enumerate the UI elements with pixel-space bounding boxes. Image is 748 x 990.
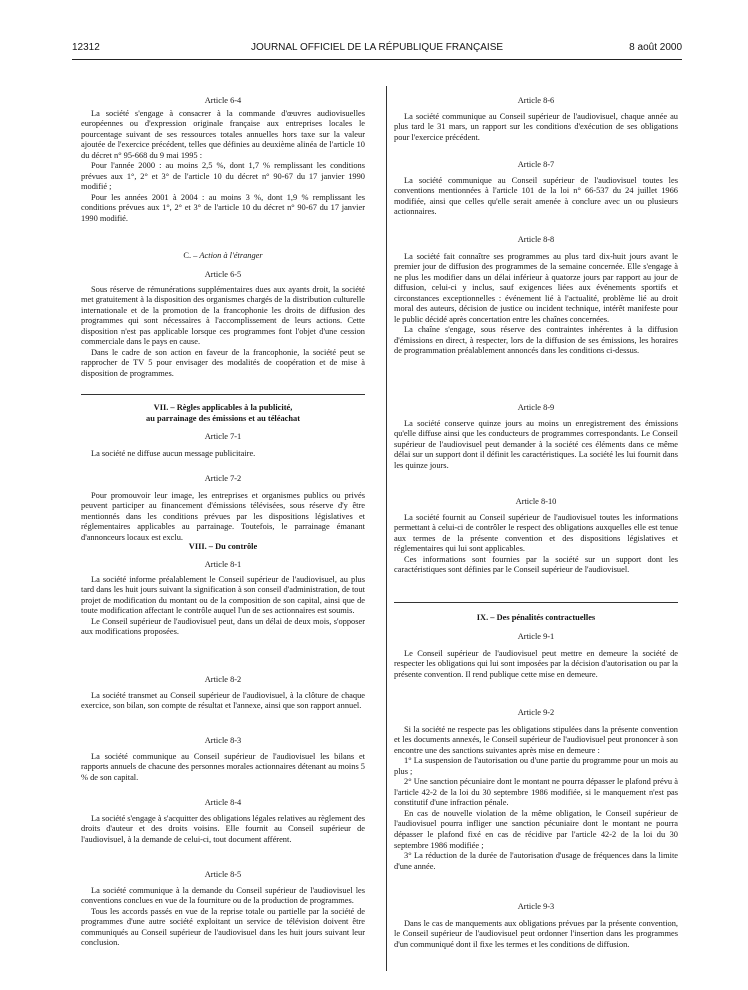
article-paragraph: Sous réserve de rémunérations supplémentaires dues aux ayants droit, la société met gratuitement à la disposition des organismes chargés de la distribution culturelle internationale et de la promotion de la francophonie les droits de diffusion des programmes qui sont nécessaires à l'accomplissement de leurs actions. Cette disposition n'est pas applicable lorsque ces programmes font l'objet d'une cession commerciale dans le pays en cause. — [81, 284, 365, 347]
article-heading: Article 6-5 — [204, 270, 242, 279]
running-header — [72, 42, 682, 58]
article-9-2 — [394, 708, 678, 872]
article-heading: Article 6-4 — [204, 96, 242, 105]
article-8-2 — [81, 675, 365, 712]
article-8-7 — [394, 160, 678, 218]
article-paragraph: Pour l'année 2000 : au moins 2,5 %, dont 1,7 % remplissant les conditions prévues aux 1°, 2° et 3° de l'article 10 du décret n° 90-67 du 17 janvier 1990 modifié ; — [81, 161, 365, 192]
article-paragraph: Si la société ne respecte pas les obligations stipulées dans la présente convention et les documents annexés, le Conseil supérieur de l'audiovisuel peut prononcer à son encontre une des sanctions suivantes après mise en demeure : — [394, 724, 678, 755]
publication-date: 8 août 2000 — [629, 42, 682, 53]
article-heading: Article 8-1 — [204, 560, 242, 569]
article-heading: Article 9-1 — [517, 632, 555, 641]
article-paragraph: La société communique au Conseil supérieur de l'audiovisuel, chaque année au plus tard le 31 mars, un rapport sur les conditions d'exécution de ses obligations pour l'exercice précédent. — [394, 111, 678, 142]
article-heading: Article 8-7 — [517, 160, 555, 169]
section-title: au parrainage des émissions et au téléachat — [146, 413, 300, 423]
section-title: Action à l'étranger — [199, 251, 263, 260]
article-heading: Article 8-10 — [515, 497, 557, 506]
article-paragraph: La chaîne s'engage, sous réserve des contraintes inhérentes à la diffusion d'émissions en direct, à respecter, lors de la diffusion de ses émissions, les horaires de programmation préalablement annoncés dans les conditions ci-dessus. — [394, 325, 678, 356]
article-paragraph: Dans le cas de manquements aux obligations prévues par la présente convention, le Conseil supérieur de l'audiovisuel peut ordonner l'insertion dans les programmes d'un communiqué dont il fixe les termes et les conditions de diffusion. — [394, 918, 678, 949]
article-paragraph: Dans le cadre de son action en faveur de la francophonie, la société peut se rapprocher de TV 5 pour envisager des modalités de coopération et de mise à disposition de programmes. — [81, 347, 365, 378]
article-paragraph: 1° La suspension de l'autorisation ou d'une partie du programme pour un mois au plus ; — [394, 756, 678, 776]
article-paragraph: La société informe préalablement le Conseil supérieur de l'audiovisuel, au plus tard dans les huit jours suivant la signification à son conseil d'administration, de tout projet de modification du montant ou de la composition de son capital, ainsi que de toute modification affectant le contrôle auquel l'un de ses actionnaires est soumis. — [81, 574, 365, 616]
section-viii-heading — [81, 542, 365, 553]
article-paragraph: 2° Une sanction pécuniaire dont le montant ne pourra dépasser le plafond prévu à l'article 42-2 de la loi du 30 septembre 1986 modifiée, si le manquement n'est pas constitutif d'une infraction pénale. — [394, 777, 678, 808]
page-number: 12312 — [72, 42, 100, 53]
article-9-1 — [394, 632, 678, 680]
column-divider — [386, 86, 387, 971]
article-heading: Article 9-2 — [517, 708, 555, 717]
section-rule — [394, 602, 678, 603]
article-paragraph: Le Conseil supérieur de l'audiovisuel peut mettre en demeure la société de respecter les obligations qui lui sont imposées par la décision d'autorisation ou par la présente convention. Il rend publique cette mise en demeure. — [394, 648, 678, 679]
article-8-5 — [81, 870, 365, 949]
article-paragraph: La société ne diffuse aucun message publicitaire. — [91, 448, 256, 458]
section-prefix: C. – — [183, 251, 200, 260]
article-paragraph: La société s'engage à consacrer à la commande d'œuvres audiovisuelles européennes ou d'expression originale française aux entreprises locales le pourcentage suivant de ses ressources totales annuelles hors taxe sur la valeur ajoutée de l'exercice précédent, telles que définies au deuxième alinéa de l'article 10 du décret n° 95-668 du 9 mai 1995 : — [81, 108, 365, 160]
article-paragraph: 3° La réduction de la durée de l'autorisation d'usage de fréquences dans la limite d'une année. — [394, 851, 678, 871]
section-ix-heading — [394, 613, 678, 624]
article-8-4 — [81, 798, 365, 845]
article-paragraph: La société transmet au Conseil supérieur de l'audiovisuel, à la clôture de chaque exercice, son bilan, son compte de résultat et l'annexe, ainsi que son rapport annuel. — [81, 690, 365, 711]
article-paragraph: La société communique au Conseil supérieur de l'audiovisuel les bilans et rapports annuels de chacune des personnes morales actionnaires détenant au moins 5 % de son capital. — [81, 751, 365, 782]
section-title: VIII. – Du contrôle — [188, 542, 258, 551]
article-heading: Article 8-3 — [204, 736, 242, 745]
article-7-2 — [81, 474, 365, 543]
article-heading: Article 8-9 — [517, 403, 555, 412]
article-8-3 — [81, 736, 365, 783]
article-9-3 — [394, 902, 678, 950]
article-paragraph: Tous les accords passés en vue de la reprise totale ou partielle par la société de programmes d'une autre société exploitant un service de télévision doivent être communiqués au Conseil supérieur de l'audiovisuel dans les huit jours suivant leur conclusion. — [81, 906, 365, 948]
section-c-heading — [81, 251, 365, 262]
article-7-1 — [81, 432, 365, 459]
article-8-10 — [394, 497, 678, 576]
article-8-8 — [394, 235, 678, 357]
section-title: VII. – Règles applicables à la publicité, — [153, 403, 293, 412]
article-paragraph: Pour promouvoir leur image, les entreprises et organismes publics ou privés peuvent participer au financement d'émissions télévisées, sous réserve d'y être mentionnés dans les conditions prévues par les dispositions législatives et réglementaires applicables au parrainage. Toutefois, le parrainage émanant d'annonceurs locaux est exclu. — [81, 490, 365, 542]
journal-title: JOURNAL OFFICIEL DE LA RÉPUBLIQUE FRANÇAISE — [250, 42, 504, 53]
section-rule — [81, 394, 365, 395]
article-heading: Article 8-8 — [517, 235, 555, 244]
article-heading: Article 7-1 — [204, 432, 242, 441]
article-8-6 — [394, 96, 678, 143]
article-heading: Article 8-4 — [204, 798, 242, 807]
header-rule — [72, 59, 682, 60]
section-title: IX. – Des pénalités contractuelles — [476, 613, 596, 622]
article-paragraph: La société fait connaître ses programmes au plus tard dix-huit jours avant le premier jour de diffusion des programmes de la semaine concernée. Elle s'engage à ne plus les modifier dans un délai inférieur à quatorze jours par rapport au jour de diffusion, celui-ci y inclus, sauf exigences liées aux événements sportifs et circonstances exceptionnelles : événement lié à l'actualité, problème lié au droit moral des auteurs, décision de justice ou incident technique, intérêt manifeste pour le public décidé après concertation entre les chaînes concernées. — [394, 251, 678, 324]
article-paragraph: Le Conseil supérieur de l'audiovisuel peut, dans un délai de deux mois, s'opposer aux modifications proposées. — [81, 616, 365, 637]
article-heading: Article 8-2 — [204, 675, 242, 684]
article-heading: Article 8-5 — [204, 870, 242, 879]
article-paragraph: La société communique à la demande du Conseil supérieur de l'audiovisuel les conventions conclues en vue de la fourniture ou de la production de programmes. — [81, 885, 365, 906]
article-paragraph: La société s'engage à s'acquitter des obligations légales relatives au règlement des droits d'auteur et des droits voisins. Elle fournit au Conseil supérieur de l'audiovisuel, à la demande de celui-ci, tout document afférent. — [81, 813, 365, 844]
article-heading: Article 8-6 — [517, 96, 555, 105]
article-paragraph: La société communique au Conseil supérieur de l'audiovisuel toutes les conventions mentionnées à l'article 101 de la loi n° 66-537 du 24 juillet 1966 modifiée, ainsi que celles qu'elle serait amenée à conclure avec un ou plusieurs actionnaires. — [394, 175, 678, 217]
article-paragraph: La société conserve quinze jours au moins un enregistrement des émissions qu'elle diffuse ainsi que les conducteurs de programmes correspondants. Le Conseil supérieur de l'audiovisuel peut demander à la société ces éléments dans ce même délai sur un support dont il définit les caractéristiques. La société les lui fournit dans les quinze jours. — [394, 418, 678, 470]
article-paragraph: En cas de nouvelle violation de la même obligation, le Conseil supérieur de l'audiovisuel pourra infliger une sanction pécuniaire dont le montant ne pourra dépasser le plafond fixé en cas de récidive par l'article 42-2 de la loi du 30 septembre 1986 modifiée ; — [394, 808, 678, 850]
article-paragraph: La société fournit au Conseil supérieur de l'audiovisuel toutes les informations permettant à celui-ci de contrôler le respect des obligations auxquelles elle est tenue aux termes de la présente convention et des dispositions législatives et réglementaires qui lui sont applicables. — [394, 512, 678, 554]
article-8-1 — [81, 560, 365, 638]
article-paragraph: Pour les années 2001 à 2004 : au moins 3 %, dont 1,9 % remplissant les conditions prévues aux 1°, 2° et 3° de l'article 10 du décret n° 90-67 du 17 janvier 1990 modifié. — [81, 192, 365, 224]
article-6-4 — [81, 96, 365, 225]
article-paragraph: Ces informations sont fournies par la société sur un support dont les caractéristiques sont définies par le Conseil supérieur de l'audiovisuel. — [394, 554, 678, 575]
article-8-9 — [394, 403, 678, 471]
article-heading: Article 9-3 — [517, 902, 555, 911]
article-6-5 — [81, 270, 365, 379]
article-heading: Article 7-2 — [204, 474, 242, 483]
section-vii-heading — [81, 403, 365, 424]
